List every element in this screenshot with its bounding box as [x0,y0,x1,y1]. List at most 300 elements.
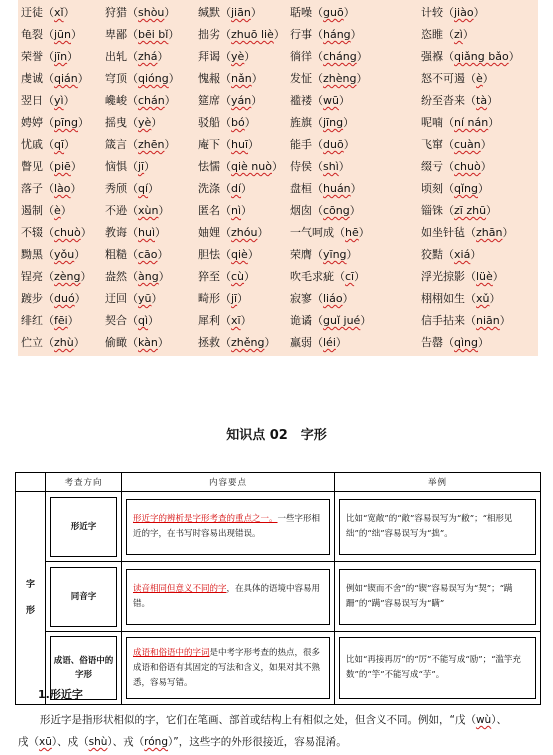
vocab-item [421,2,485,24]
paren: （ [312,314,323,327]
paren: （ [127,270,138,283]
paren: （ [127,94,138,107]
content-box [126,637,330,699]
vocab-pinyin: qī [54,138,65,151]
paren: ） [241,182,253,195]
paren: ） [157,248,169,261]
paren: （ [220,72,231,85]
paren: ） [489,292,501,305]
paren: ） [488,116,500,129]
vocab-pinyin: qióng [138,72,169,85]
vocab-pinyin: zī zhū [454,204,487,217]
vocab-pinyin: cháng [323,50,357,63]
vocab-word: 拯救 [198,336,220,349]
example-box: 例如“锲而不舍”的“锲”容易误写为“契”；“蹒跚”的“蹒”容易误写为“瞒” [339,569,536,625]
vocab-item [105,46,169,68]
paren: （ [312,28,323,41]
paren: （ [43,116,54,129]
vocab-pinyin: bēi bǐ [138,28,169,41]
vocab-pinyin: qì [138,314,149,327]
vocab-item [105,178,159,200]
vocab-word: 龟裂 [21,28,43,41]
vocab-panel [18,0,538,356]
vocab-row [18,288,538,310]
paren: （ [43,336,54,349]
paren: ） [168,72,180,85]
vocab-item [105,244,169,266]
vocab-pinyin: jiān [231,6,251,19]
vocab-row [18,46,538,68]
paren: ） [151,116,163,129]
sub-category-cell [46,562,122,632]
paren: ） [77,72,89,85]
paren: ） [237,292,249,305]
paren: ） [164,6,176,19]
paren: ） [356,50,368,63]
paren: ） [78,116,89,129]
paren: （ [43,160,54,173]
vocab-word: 徜徉 [290,50,312,63]
vocab-item [421,46,520,68]
paren: ） [247,248,259,261]
subsection-heading: 1.形近字 [38,688,83,701]
content-highlight: 形近字的辨析是字形考查的重点之一。 [133,513,278,524]
vocab-item [421,244,481,266]
vocab-word: 发怔 [290,72,312,85]
paren: ） [73,336,85,349]
paren: ） [63,94,75,107]
vocab-item [421,24,474,46]
vocab-word: 瞥见 [21,160,43,173]
content-text: 一些字形相近的字，在书写时容易出现错误。 [133,513,321,539]
paren: ） [470,248,482,261]
paren: ） [502,226,514,239]
vocab-item [198,112,256,134]
example-box: 比如“再接再厉”的“厉”不能写成“励”；“滥竽充数”的“竽”不能写成“芋”。 [339,637,536,699]
vocab-word: 妯娌 [198,226,220,239]
header-example: 举例 [335,473,541,492]
vocab-pinyin: jīn [54,50,68,63]
vocab-pinyin: cù [231,270,245,283]
vocab-item [290,310,371,332]
paren: （ [127,138,138,151]
paren: ） [487,94,499,107]
vocab-item [105,112,162,134]
vocab-pinyin: ní nán [454,116,489,129]
paren: （ [312,160,323,173]
paragraph-text: 戌（ [18,736,39,748]
vocab-item [421,178,489,200]
paren: ） [356,72,368,85]
vocab-pinyin: qí [138,182,149,195]
paren: （ [127,292,138,305]
vocab-word: 不辍 [21,226,43,239]
paren: （ [127,182,138,195]
vocab-word: 飞窜 [421,138,443,151]
vocab-pinyin: cōng [323,204,350,217]
sub-category: 成语、俗语中的字形 [50,636,117,700]
vocab-item [290,288,354,310]
paren: ） [164,94,176,107]
paren: ） [70,182,82,195]
vocab-word: 诡谲 [290,314,312,327]
paren: （ [465,292,476,305]
vocab-pinyin: jī [231,292,238,305]
vocab-pinyin: zhēn [138,138,165,151]
vocab-item [21,68,89,90]
paren: （ [312,182,323,195]
paren: ） [343,6,355,19]
vocab-word: 驳船 [198,116,220,129]
paren: ） [155,226,166,239]
paren: ） [148,314,160,327]
example-cell [335,632,541,705]
vocab-pinyin: zhěng [231,336,265,349]
paren: （ [43,6,54,19]
vocab-pinyin: qiè [231,248,248,261]
vocab-item [290,46,368,68]
vocab-word: 教诲 [105,226,127,239]
vocab-pinyin: huī [231,138,248,151]
vocab-pinyin: niān [476,314,500,327]
paren: ） [244,270,256,283]
vocab-word: 狩猎 [105,6,127,19]
paren: ） [157,50,169,63]
paren: （ [127,72,138,85]
vocab-pinyin: hē [345,226,359,239]
vocab-item [290,134,355,156]
vocab-item [198,266,255,288]
vocab-word: 摇曳 [105,116,127,129]
paren: ） [492,270,504,283]
vocab-pinyin: duō [323,138,344,151]
vocab-pinyin: nǎn [231,72,252,85]
paren: （ [312,292,323,305]
vocab-item [105,200,169,222]
vocab-pinyin: dí [231,182,242,195]
vocab-item [198,244,259,266]
vocab-word: 筵席 [198,94,220,107]
vocab-item [421,266,504,288]
vocab-item [105,134,176,156]
vocab-word: 行事 [290,28,312,41]
vocab-item [198,200,252,222]
vocab-word: 寂寥 [290,292,312,305]
vocab-pinyin: cāo [138,248,158,261]
vocab-pinyin: yǒu [54,248,75,261]
vocab-pinyin: háng [323,28,351,41]
paren: （ [465,270,476,283]
paren: （ [312,248,323,261]
vocab-word: 愧赧 [198,72,220,85]
paragraph-text: ）、 [491,714,507,726]
vocab-word: 迂徒 [21,6,43,19]
vocab-item [21,178,82,200]
vocab-item [421,310,511,332]
vocab-word: 告罄 [421,336,443,349]
vocab-pinyin: yū [138,292,152,305]
vocab-item [198,156,283,178]
paren: ） [350,28,362,41]
paren: （ [443,182,454,195]
paren: （ [127,204,138,217]
vocab-item [21,24,82,46]
vocab-word: 褴褛 [290,94,312,107]
vocab-item [105,24,179,46]
vocab-pinyin: qìng [454,336,478,349]
vocab-word: 洗涤 [198,182,220,195]
vocab-word: 娉婷 [21,116,43,129]
vocab-word: 强褓 [421,50,443,63]
vocab-item [105,68,180,90]
paren: （ [334,270,345,283]
table-row [16,492,541,562]
vocab-item [290,178,362,200]
vocab-pinyin: lüè [476,270,493,283]
vocab-pinyin: jiào [454,6,474,19]
paren: ） [241,204,253,217]
vocab-item [198,2,262,24]
vocab-word: 出轧 [105,50,127,63]
paren: （ [43,94,54,107]
paren: ） [271,160,283,173]
paren: （ [220,28,231,41]
vocab-word: 黝黑 [21,248,43,261]
vocab-item [290,266,365,288]
paren: （ [220,50,231,63]
paren: （ [43,138,54,151]
vocab-word: 顷刻 [421,182,443,195]
table-row [16,632,541,705]
vocab-item [290,222,370,244]
vocab-word: 浮光掠影 [421,270,465,283]
vocab-item [21,244,85,266]
paren: （ [443,138,454,151]
header-direction: 考查方向 [46,473,122,492]
vocab-word: 庵下 [198,138,220,151]
paren: （ [43,72,54,85]
paren: ） [67,314,79,327]
paren: （ [43,292,54,305]
vocab-word: 遏制 [21,204,43,217]
paren: ） [346,248,358,261]
vocab-word: 荣誉 [21,50,43,63]
paren: （ [127,28,138,41]
vocab-pinyin: piē [54,160,71,173]
paren: ） [71,28,82,41]
paren: （ [220,270,231,283]
vocab-pinyin: zhóu [231,226,258,239]
vocab-pinyin: yì [54,94,64,107]
paren: （ [43,28,54,41]
paren: （ [312,72,323,85]
content-cell [122,632,335,705]
vocab-item [198,46,255,68]
vocab-pinyin: yè [138,116,152,129]
vocab-item [421,156,492,178]
paragraph-line [18,709,538,731]
paren: ） [335,336,347,349]
paren: （ [43,204,54,217]
vocab-pinyin: qiè nuò [231,160,272,173]
vocab-item [105,310,159,332]
vocab-word: 缄默 [198,6,220,19]
vocab-pinyin: chuò [454,160,481,173]
vocab-row [18,2,538,24]
vocab-row [18,266,538,288]
content-cell [122,562,335,632]
vocab-pinyin: yán [231,94,252,107]
paren: （ [127,226,138,239]
vocab-item [290,156,350,178]
paren: （ [312,94,323,107]
paren: （ [220,6,231,19]
paren: （ [443,116,454,129]
vocab-pinyin: chuò [54,226,81,239]
vocab-pinyin: guō [323,6,344,19]
vocab-row [18,310,538,332]
vocab-item [105,90,176,112]
section-title: 知识点 02 字形 [226,428,327,443]
paren: （ [443,160,454,173]
vocab-item [290,90,350,112]
paragraph-text: ）、戎（ [107,736,145,748]
paren: （ [127,50,138,63]
paren: ） [151,292,163,305]
vocab-item [290,112,354,134]
vocab-item [198,222,268,244]
vocab-word: 盘桓 [290,182,312,195]
vocab-pinyin: zì [454,28,463,41]
vocab-word: 偷瞰 [105,336,127,349]
vocab-pinyin: tà [476,94,488,107]
vocab-row [18,156,538,178]
paren: ） [473,6,485,19]
vocab-pinyin: zhuō liè [231,28,274,41]
paragraph-text: ）、戍（ [51,736,89,748]
body-paragraph [18,709,538,753]
paren: ） [338,94,350,107]
vocab-pinyin: liáo [323,292,343,305]
vocab-item [198,332,275,354]
vocab-pinyin: huán [323,182,351,195]
vocab-pinyin: zhù [54,336,74,349]
paren: ） [343,116,355,129]
vocab-word: 羸弱 [290,336,312,349]
vocab-word: 聒噪 [290,6,312,19]
paren: ） [360,314,372,327]
vocab-word: 狡黠 [421,248,443,261]
paren: （ [127,336,138,349]
vocab-item [21,2,75,24]
vocab-pinyin: duó [54,292,75,305]
vocab-item [105,266,170,288]
vocab-pinyin: guǐ jué [323,314,361,327]
vocab-item [21,332,85,354]
paren: （ [312,138,323,151]
vocab-pinyin: xǔ [476,292,490,305]
paren: （ [127,116,138,129]
paren: ） [480,160,492,173]
paren: ） [343,138,355,151]
vocab-item [105,332,169,354]
vocab-pinyin: è [476,72,483,85]
vocab-pinyin: zèng [54,270,81,283]
paren: ） [462,28,474,41]
paren: （ [220,314,231,327]
paren: ） [257,226,269,239]
example-cell [335,492,541,562]
paren: ） [74,248,86,261]
vocab-word: 契合 [105,314,127,327]
vocab-word: 锃亮 [21,270,43,283]
vocab-word: 不逊 [105,204,127,217]
vocab-pinyin: lào [54,182,71,195]
vocab-item [421,134,492,156]
vocab-pinyin: xī [231,314,241,327]
paren: （ [312,6,323,19]
paren: ） [74,292,86,305]
vocab-row [18,332,538,354]
paren: （ [443,204,454,217]
content-cell [122,492,335,562]
paren: （ [443,6,454,19]
paren: ） [480,138,492,151]
paren: ） [482,72,494,85]
paren: ） [478,336,489,349]
vocab-item [21,222,92,244]
vocab-pinyin: zhèng [323,72,357,85]
vocab-pinyin: yè [231,50,245,63]
vocab-word: 锱铢 [421,204,443,217]
vocab-item [21,46,78,68]
vocab-word: 旌旗 [290,116,312,129]
paren: （ [312,116,323,129]
example-box: 比如“宽敞”的“敞”容易误写为“敝”；“相形见绌”的“绌”容易误写为“拙”。 [339,499,536,555]
sub-category-cell [46,492,122,562]
sub-category: 同音字 [50,567,117,627]
paren: ） [338,160,350,173]
paren: ） [240,314,252,327]
vocab-word: 忧戚 [21,138,43,151]
vocab-pinyin: xiá [454,248,471,261]
paren: （ [220,226,231,239]
vocab-item [21,310,79,332]
vocab-row [18,112,538,134]
paren: ） [80,226,92,239]
vocab-word: 迂回 [105,292,127,305]
paren: （ [43,50,54,63]
paren: ） [251,94,263,107]
paren: （ [443,336,454,349]
vocab-item [198,310,252,332]
vocab-pinyin: huì [138,226,155,239]
vocab-item [105,222,166,244]
paren: ） [148,182,160,195]
paren: （ [312,50,323,63]
vocab-word: 计较 [421,6,443,19]
paren: （ [220,204,231,217]
paren: （ [443,248,454,261]
paren: （ [465,72,476,85]
paren: （ [443,28,454,41]
vocab-pinyin: cī [345,270,355,283]
vocab-row [18,200,538,222]
vocab-item [198,24,285,46]
paren: （ [127,160,138,173]
vocab-word: 怒不可遏 [421,72,465,85]
vocab-row [18,178,538,200]
